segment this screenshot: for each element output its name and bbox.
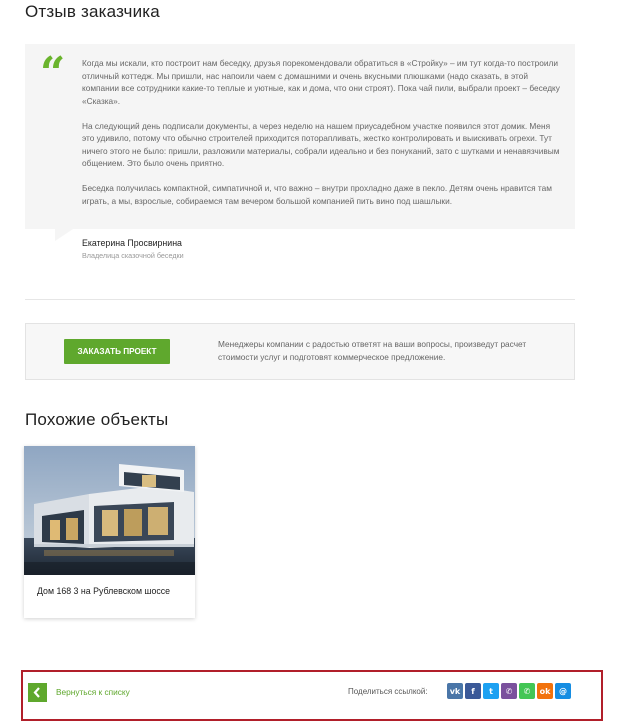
facebook-icon[interactable]: f	[465, 683, 481, 699]
order-project-button[interactable]: ЗАКАЗАТЬ ПРОЕКТ	[64, 339, 170, 364]
similar-object-card[interactable]	[24, 446, 195, 618]
order-description: Менеджеры компании с радостью ответят на ваши вопросы, произведут расчет стоимости услуг и подготовят коммерческое предложение.	[218, 339, 527, 362]
bottom-navigation-bar	[21, 670, 603, 721]
vk-icon[interactable]: vk	[447, 683, 463, 699]
viber-icon[interactable]: ✆	[501, 683, 517, 699]
review-author-name: Екатерина Просвирнина	[82, 238, 182, 248]
review-bubble-tail	[55, 229, 73, 241]
quote-icon: “	[40, 48, 66, 99]
order-project-panel	[25, 323, 575, 380]
review-author-role: Владелица сказочной беседки	[82, 251, 184, 260]
share-label: Поделиться ссылкой:	[348, 687, 428, 696]
odnoklassniki-icon[interactable]: ok	[537, 683, 553, 699]
review-paragraph: На следующий день подписали документы, а через неделю на нашем приусадебном участке появился этот домик. Меня это удивило, потому что обычно строителей приходится поторапливать, жестко контролировать и выискивать огрехи. Тут ничего этого не было: пришли, разложили материалы, собрали идеально и без понуканий, зато с шутками и ненавязчивым общением. Это было очень приятно.	[82, 120, 560, 168]
twitter-icon[interactable]: t	[483, 683, 499, 699]
modern-house-photo[interactable]	[24, 446, 195, 575]
review-section-title: Отзыв заказчика	[25, 2, 160, 21]
review-paragraph: Когда мы искали, кто построит нам беседку, друзья порекомендовали обратиться в «Стройку» – им тут когда-то построили отличный коттедж. Мы пришли, нас напоили чаем с домашними и очень вкусными плюшками (надо сказать, в этой компании все сотрудники какие-то теплые и уютные, как и дома, что они строят). Пока чай пили, выбрали проект – беседку «Сказка».	[82, 58, 560, 106]
divider	[25, 299, 575, 300]
review-text	[82, 57, 562, 220]
whatsapp-icon[interactable]: ✆	[519, 683, 535, 699]
similar-section-title: Похожие объекты	[25, 410, 169, 429]
similar-object-title[interactable]: Дом 168 3 на Рублевском шоссе	[37, 586, 171, 596]
moimir-icon[interactable]: @	[555, 683, 571, 699]
back-arrow-icon[interactable]	[28, 683, 47, 702]
back-to-list-link[interactable]: Вернуться к списку	[56, 687, 130, 697]
share-buttons	[447, 683, 571, 699]
review-paragraph: Беседка получилась компактной, симпатичной и, что важно – внутри прохладно даже в пекло. Детям очень нравится там играть, а мы, взрослые, собираемся там вечером большой компанией пить вино под шашлыки.	[82, 183, 552, 206]
